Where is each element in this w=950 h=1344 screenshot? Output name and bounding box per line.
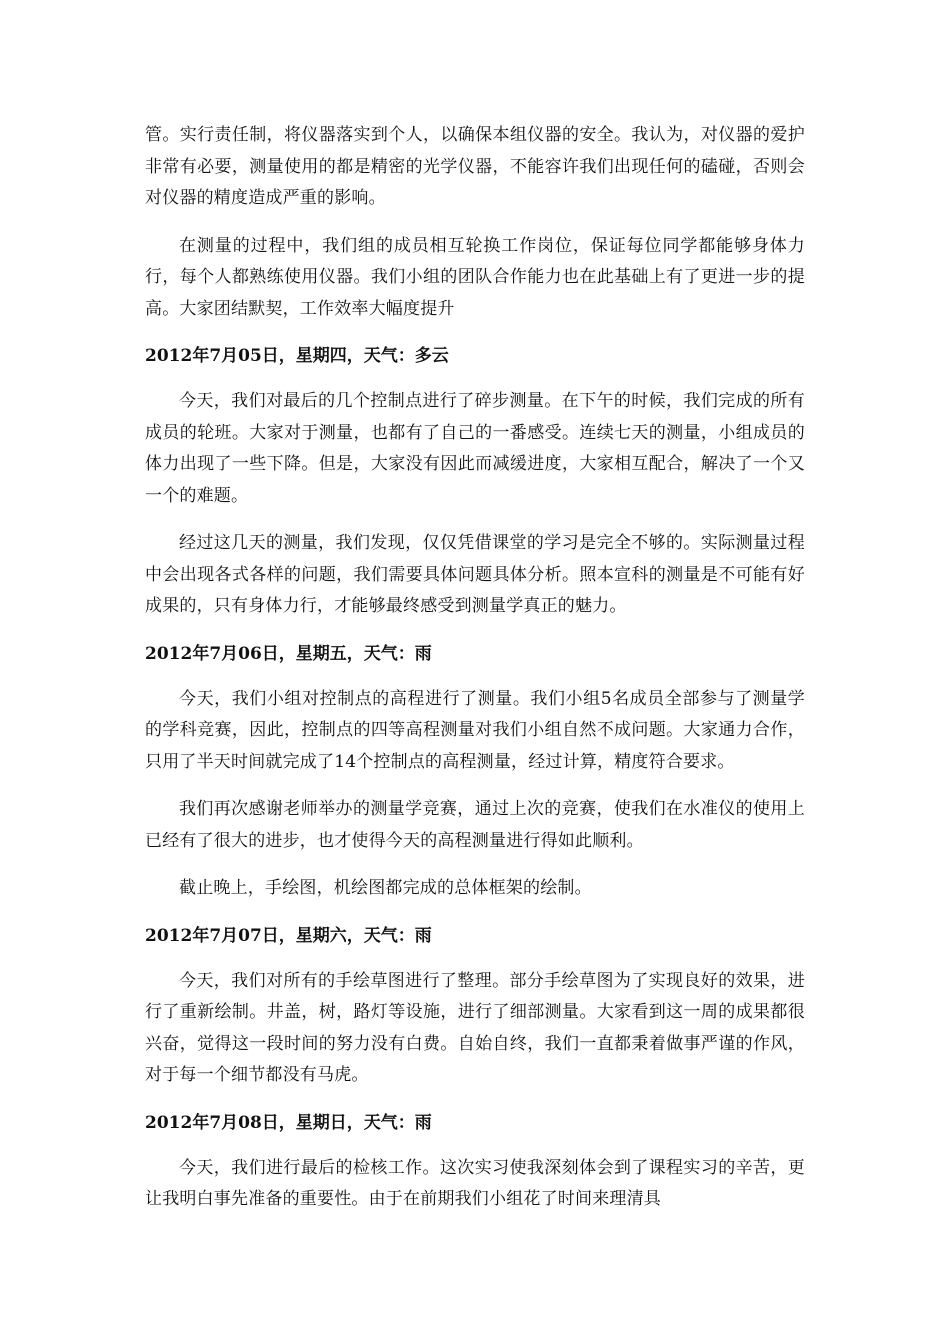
diary-heading-0707: 2012年7月07日，星期六，天气：雨 xyxy=(145,925,432,946)
document-page xyxy=(145,120,805,1232)
diary-heading-0708: 2012年7月08日，星期日，天气：雨 xyxy=(145,1112,432,1133)
diary-heading-0705: 2012年7月05日，星期四，天气：多云 xyxy=(145,346,449,366)
paragraph-0706-evening: 截止晚上，手绘图，机绘图都完成的总体框架的绘制。 xyxy=(179,878,592,898)
paragraph-instrument-care: 管。实行责任制，将仪器落实到个人，以确保本组仪器的安全。我认为，对仪器的爱护非常有必要，测量使用的都是精密的光学仪器，不能容许我们出现任何的磕碰，否则会对仪器的精度造成严重的影响。 xyxy=(145,125,805,208)
paragraph-0707-sketches: 今天，我们对所有的手绘草图进行了整理。部分手绘草图为了实现良好的效果，进行了重新绘制。井盖，树，路灯等设施，进行了细部测量。大家看到这一周的成果都很兴奋，觉得这一段时间的努力没有白费。自始自终，我们一直都秉着做事严谨的作风，对于每一个细节都没有马虎。 xyxy=(145,970,805,1085)
paragraph-rotation-teamwork: 在测量的过程中，我们组的成员相互轮换工作岗位，保证每位同学都能够身体力行，每个人都熟练使用仪器。我们小组的团队合作能力也在此基础上有了更进一步的提高。大家团结默契，工作效率大幅度提升 xyxy=(145,235,805,319)
paragraph-0706-thanks: 我们再次感谢老师举办的测量学竞赛，通过上次的竞赛，使我们在水准仪的使用上已经有了很大的进步，也才使得今天的高程测量进行得如此顺利。 xyxy=(145,799,805,851)
paragraph-0708-final-check: 今天，我们进行最后的检核工作。这次实习使我深刻体会到了课程实习的辛苦，更让我明白事先准备的重要性。由于在前期我们小组花了时间来理清具 xyxy=(145,1157,805,1209)
diary-heading-0706: 2012年7月06日，星期五，天气：雨 xyxy=(145,643,432,664)
paragraph-0706-elevation: 今天，我们小组对控制点的高程进行了测量。我们小组5名成员全部参与了测量学的学科竞赛，因此，控制点的四等高程测量对我们小组自然不成问题。大家通力合作，只用了半天时间就完成了14个控制点的高程测量，经过计算，精度符合要求。 xyxy=(145,688,805,772)
paragraph-0705-detail-survey: 今天，我们对最后的几个控制点进行了碎步测量。在下午的时候，我们完成的所有成员的轮班。大家对于测量，也都有了自己的一番感受。连续七天的测量，小组成员的体力出现了一些下降。但是，大家没有因此而减缓进度，大家相互配合，解决了一个又一个的难题。 xyxy=(145,391,805,506)
paragraph-0705-reflection: 经过这几天的测量，我们发现，仅仅凭借课堂的学习是完全不够的。实际测量过程中会出现各式各样的问题，我们需要具体问题具体分析。照本宣科的测量是不可能有好成果的，只有身体力行，才能够最终感受到测量学真正的魅力。 xyxy=(145,533,805,616)
